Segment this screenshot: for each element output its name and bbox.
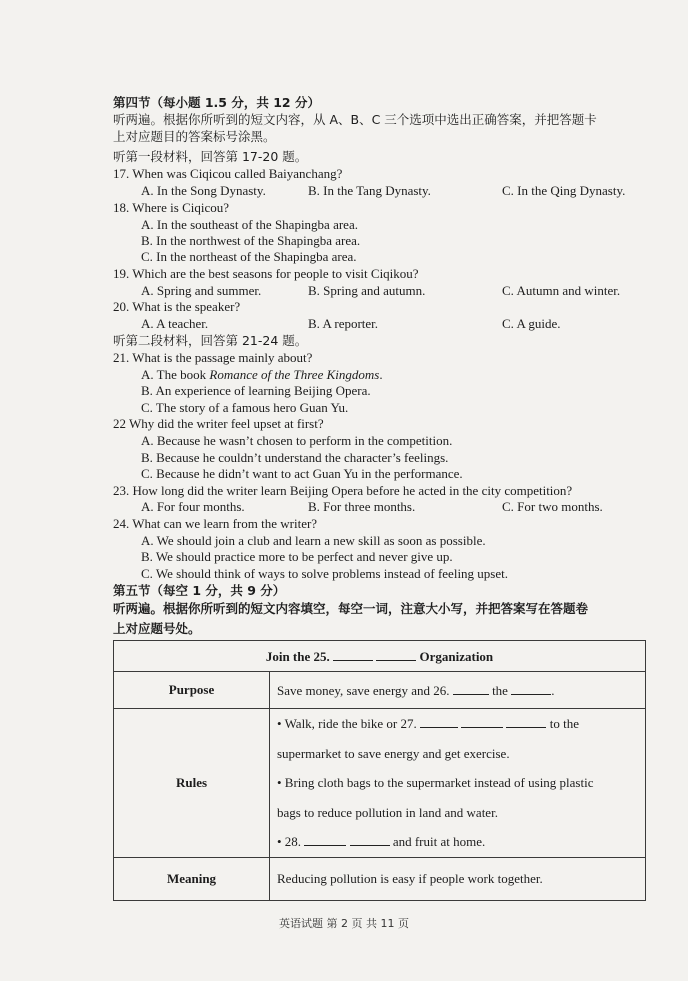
section5-instruction-1: 听两遍。根据你所听到的短文内容填空，每空一词，注意大小写，并把答案写在答题卷: [113, 601, 589, 616]
page-footer: 英语试题 第 2 页 共 11 页: [279, 917, 409, 930]
rule-2-line-2: bags to reduce pollution in land and water.: [277, 804, 498, 820]
question-24-option-a: A. We should join a club and learn a new skill as soon as possible.: [141, 533, 486, 548]
question-19-option-a: A. Spring and summer.: [141, 283, 262, 298]
question-22-option-c: C. Because he didn’t want to act Guan Yu in the performance.: [141, 466, 463, 481]
meaning-row: [114, 858, 646, 901]
fill-in-table: [113, 640, 646, 901]
section5-instruction-2: 上对应题号处。: [113, 621, 201, 636]
question-19-option-c: C. Autumn and winter.: [502, 283, 621, 298]
rule-1-suffix: to the: [549, 716, 579, 732]
section4-title: 第四节（每小题 1.5 分，共 12 分）: [113, 95, 320, 110]
rule-3-line: [277, 827, 645, 857]
blank-28a: [304, 833, 346, 846]
meaning-label: Meaning: [114, 858, 270, 901]
blank-27b: [461, 715, 503, 728]
rule-3-suffix: and fruit at home.: [392, 834, 486, 850]
part1-intro: 听第一段材料，回答第 17-20 题。: [113, 149, 308, 164]
question-24-stem: 24. What can we learn from the writer?: [113, 516, 318, 531]
purpose-text-3: .: [551, 682, 555, 698]
meaning-content: Reducing pollution is easy if people work together.: [270, 858, 646, 901]
rule-3-prefix: • 28.: [277, 834, 302, 850]
purpose-row: [114, 672, 646, 709]
question-18-option-a: A. In the southeast of the Shapingba area.: [141, 217, 358, 232]
rule-1-prefix: • Walk, ride the bike or 27.: [277, 716, 417, 732]
question-18-stem: 18. Where is Ciqicou?: [113, 200, 230, 215]
option-a-prefix: A. The book: [141, 367, 210, 382]
header-suffix: Organization: [419, 648, 494, 664]
question-22-stem: 22 Why did the writer feel upset at first?: [113, 416, 324, 431]
rules-content: [270, 709, 646, 858]
blank-27a: [420, 715, 458, 728]
question-20-stem: 20. What is the speaker?: [113, 299, 241, 314]
question-21-option-c: C. The story of a famous hero Guan Yu.: [141, 400, 349, 415]
section4-instruction-2: 上对应题目的答案标号涂黑。: [113, 129, 276, 144]
question-23-option-a: A. For four months.: [141, 499, 245, 514]
blank-26b: [511, 682, 551, 695]
blank-25b: [376, 648, 416, 661]
question-20-option-b: B. A reporter.: [308, 316, 379, 331]
question-21-stem: 21. What is the passage mainly about?: [113, 350, 313, 365]
rule-2-line-1: • Bring cloth bags to the supermarket instead of using plastic: [277, 775, 594, 791]
question-18-option-c: C. In the northeast of the Shapingba area.: [141, 249, 357, 264]
question-17-option-a: A. In the Song Dynasty.: [141, 183, 266, 198]
rule-1-line-2: supermarket to save energy and get exercise.: [277, 745, 510, 761]
table-header: [114, 641, 646, 672]
book-title: Romance of the Three Kingdoms: [209, 367, 380, 382]
question-23-option-b: B. For three months.: [308, 499, 416, 514]
question-24-option-b: B. We should practice more to be perfect and never give up.: [141, 549, 453, 564]
section4-instruction-1: 听两遍。根据你所听到的短文内容，从 A、B、C 三个选项中选出正确答案，并把答题卡: [113, 112, 597, 127]
question-22-option-a: A. Because he wasn’t chosen to perform in the competition.: [141, 433, 453, 448]
blank-25a: [333, 648, 373, 661]
part2-intro: 听第二段材料，回答第 21-24 题。: [113, 333, 308, 348]
table-header-row: [114, 641, 646, 672]
question-24-option-c: C. We should think of ways to solve problems instead of feeling upset.: [141, 566, 508, 581]
question-21-option-a: [141, 367, 383, 383]
question-18-option-b: B. In the northwest of the Shapingba area.: [141, 233, 361, 248]
question-17-option-b: B. In the Tang Dynasty.: [308, 183, 431, 198]
purpose-text-1: Save money, save energy and 26.: [277, 682, 450, 698]
question-19-option-b: B. Spring and autumn.: [308, 283, 426, 298]
blank-26: [453, 682, 489, 695]
question-23-option-c: C. For two months.: [502, 499, 603, 514]
purpose-text-2: the: [492, 682, 508, 698]
header-prefix: Join the 25.: [265, 648, 330, 664]
question-22-option-b: B. Because he couldn’t understand the character’s feelings.: [141, 450, 449, 465]
question-20-option-a: A. A teacher.: [141, 316, 209, 331]
option-a-suffix: .: [379, 367, 383, 382]
question-17-option-c: C. In the Qing Dynasty.: [502, 183, 626, 198]
rules-row: [114, 709, 646, 858]
purpose-label: Purpose: [114, 672, 270, 709]
blank-28b: [350, 833, 390, 846]
blank-27c: [506, 715, 546, 728]
question-17-stem: 17. When was Ciqicou called Baiyanchang?: [113, 166, 343, 181]
rules-label: Rules: [114, 709, 270, 858]
rule-1-line-1: [277, 709, 645, 739]
question-21-option-b: B. An experience of learning Beijing Opera.: [141, 383, 371, 398]
section5-title: 第五节（每空 1 分，共 9 分）: [113, 583, 286, 598]
question-23-stem: 23. How long did the writer learn Beijing Opera before he acted in the city competition?: [113, 483, 573, 498]
purpose-content: [270, 672, 646, 709]
question-20-option-c: C. A guide.: [502, 316, 561, 331]
question-19-stem: 19. Which are the best seasons for people to visit Ciqikou?: [113, 266, 419, 281]
